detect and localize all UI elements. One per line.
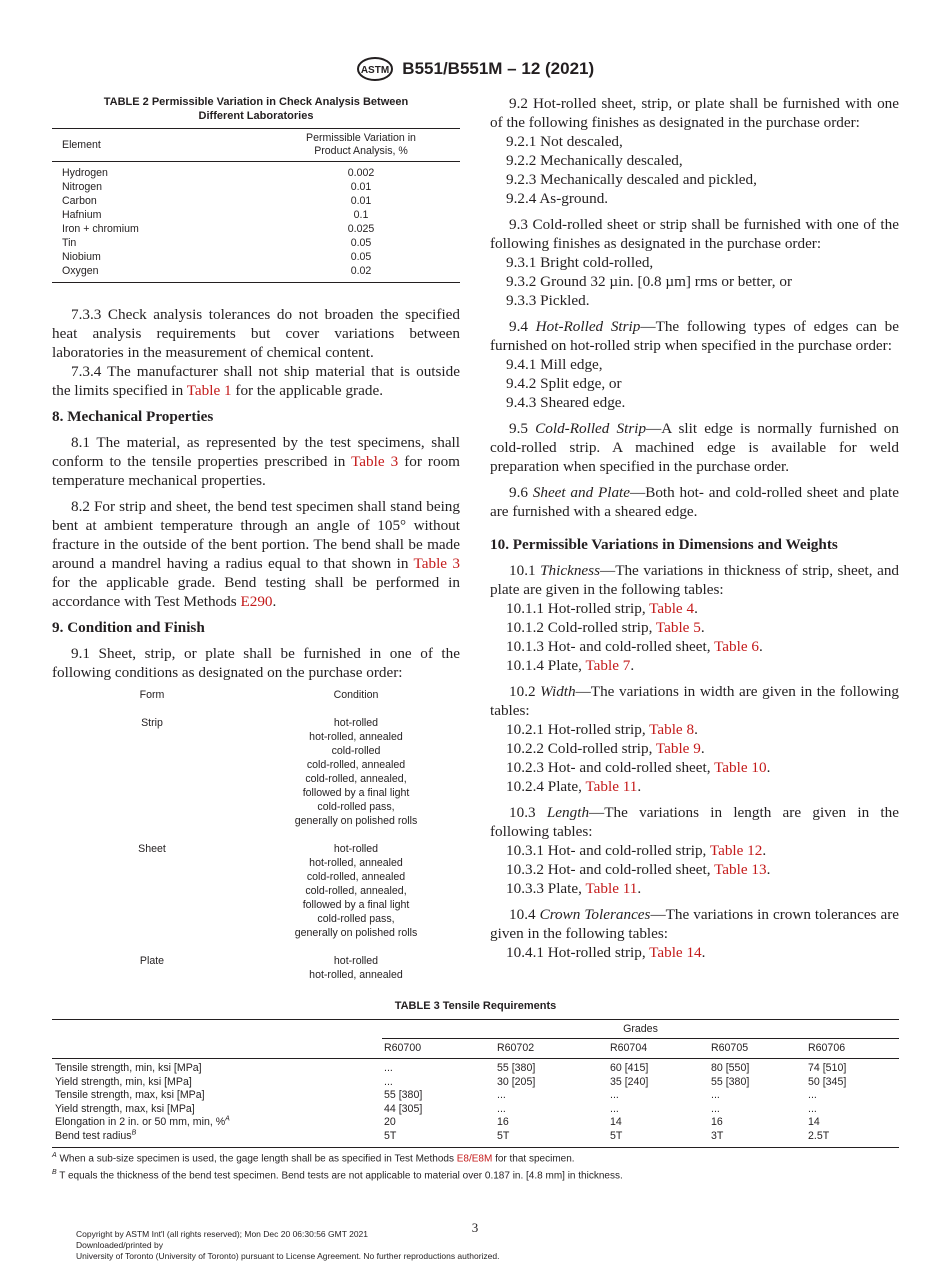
value-cell: ...: [808, 1089, 817, 1102]
value-cell: 16: [711, 1116, 723, 1129]
condition-line: cold-rolled pass,: [317, 801, 395, 813]
element-cell: Oxygen: [62, 265, 99, 277]
para-7-3-4: [52, 362, 460, 400]
value-cell: 55 [380]: [711, 1075, 750, 1088]
note-b-marker: B: [52, 1169, 57, 1177]
period: .: [694, 600, 698, 617]
table2-col-element: Element: [62, 139, 101, 151]
condition-col-condition: Condition: [333, 689, 379, 701]
variation-cell: 0.02: [350, 265, 372, 277]
form-cell: Sheet: [138, 843, 166, 855]
condition-line: cold-rolled, annealed,: [305, 885, 407, 897]
footer-line1: Copyright by ASTM Int'l (all rights reserved); Mon Dec 20 06:30:56 GMT 2021: [76, 1229, 369, 1239]
condition-line: hot-rolled: [333, 843, 379, 855]
value-cell: ...: [711, 1102, 720, 1115]
para-8-1-end: for room temperature mechanical properties.: [52, 453, 460, 489]
para-10-1-3: [490, 637, 899, 656]
para-10-1-4: [490, 656, 899, 675]
para-9-6-text: —Both hot- and cold-rolled sheet and plate are furnished with a sheared edge.: [490, 484, 899, 520]
para-10-2-text: —The variations in width are given in the following tables:: [490, 683, 899, 719]
period: .: [766, 861, 771, 878]
value-cell: ...: [497, 1102, 506, 1115]
para-9-4-3: 9.4.3 Sheared edge.: [506, 394, 626, 411]
property-label: Elongation in 2 in. or 50 mm, min, %: [55, 1116, 226, 1129]
para-10-4-num: 10.4: [509, 906, 540, 923]
para-9-6: [490, 483, 899, 521]
link-table-9[interactable]: Table 9: [655, 740, 701, 757]
para-9-4-title: Hot-Rolled Strip: [535, 318, 641, 335]
condition-col-form: Form: [139, 689, 165, 701]
condition-line: cold-rolled, annealed,: [305, 773, 407, 785]
table3-note-b: [52, 1166, 899, 1183]
para-9-2-4: 9.2.4 As-ground.: [506, 190, 609, 207]
link-table-5[interactable]: Table 5: [655, 619, 701, 636]
period: .: [759, 638, 763, 655]
para-10-3-2: [490, 860, 899, 879]
table-row: [52, 1076, 899, 1090]
heading-8: 8. Mechanical Properties: [52, 408, 214, 425]
table-row: [52, 180, 460, 194]
para-10-1-title: Thickness: [540, 562, 600, 579]
table3-body: [52, 1059, 899, 1148]
link-table-1[interactable]: Table 1: [186, 382, 232, 399]
note-a-marker: A: [52, 1152, 57, 1159]
para-10-2-1: [490, 720, 899, 739]
property-label: Yield strength, min, ksi [MPa]: [55, 1075, 192, 1088]
condition-line: cold-rolled pass,: [317, 913, 395, 925]
value-cell: 14: [610, 1116, 622, 1129]
table3-grades-label: Grades: [382, 1020, 899, 1039]
condition-line: hot-rolled, annealed: [309, 731, 403, 743]
para-7-3-3: 7.3.3 Check analysis tolerances do not broaden the specified heat analysis requirements but cover variations between laboratories in the measurement of chemical content.: [52, 306, 460, 361]
left-column: [52, 305, 460, 682]
page-header: [0, 56, 950, 82]
link-table-3[interactable]: Table 3: [351, 453, 399, 470]
link-e290[interactable]: E290: [240, 593, 273, 610]
value-cell: 3T: [711, 1129, 724, 1142]
variation-cell: 0.1: [353, 209, 369, 221]
condition-cell: [252, 716, 460, 828]
para-9-4-1: 9.4.1 Mill edge,: [506, 356, 603, 373]
value-cell: 5T: [384, 1129, 397, 1142]
para-9-4-text: —The following types of edges can be furnished on hot-rolled strip when specified in the purchase order:: [490, 318, 899, 354]
value-cell: 20: [384, 1116, 396, 1129]
period: .: [637, 778, 642, 795]
value-cell: 35 [240]: [610, 1075, 649, 1088]
para-9-2-1: 9.2.1 Not descaled,: [506, 133, 623, 150]
property-label: Tensile strength, max, ksi [MPa]: [55, 1089, 205, 1102]
para-10-2-2-text: 10.2.2 Cold-rolled strip,: [506, 740, 656, 757]
link-table-3-b[interactable]: Table 3: [413, 555, 460, 572]
element-cell: Iron + chromium: [62, 223, 139, 235]
para-10-2-3-text: 10.2.3 Hot- and cold-rolled sheet,: [506, 759, 715, 776]
para-10-3-text: —The variations in length are given in the following tables:: [490, 804, 899, 840]
condition-line: generally on polished rolls: [294, 815, 418, 827]
link-table-13[interactable]: Table 13: [714, 861, 767, 878]
para-9-2-3: 9.2.3 Mechanically descaled and pickled,: [506, 171, 757, 188]
footnote-marker: B: [131, 1129, 137, 1137]
table2-col-variation-line2: Product Analysis, %: [314, 145, 408, 157]
table-row: [52, 264, 460, 278]
para-9-5: [490, 419, 899, 476]
astm-logo: [356, 56, 394, 82]
value-cell: ...: [384, 1062, 393, 1074]
link-table-11-b[interactable]: Table 11: [585, 880, 638, 897]
grade-header: R60700: [384, 1042, 422, 1054]
footnote-marker: A: [225, 1115, 230, 1123]
para-10-4-1-text: 10.4.1 Hot-rolled strip,: [506, 944, 650, 961]
standard-designation: B551/B551M – 12 (2021): [402, 59, 595, 78]
para-7-3-4-text: 7.3.4 The manufacturer shall not ship material that is outside the limits specified in: [52, 363, 460, 399]
para-9-2-2: 9.2.2 Mechanically descaled,: [506, 152, 683, 169]
value-cell: ...: [808, 1102, 817, 1115]
logo-text: ASTM: [360, 65, 390, 76]
value-cell: 2.5T: [808, 1129, 830, 1142]
para-10-4-text: —The variations in crown tolerances are given in the following tables:: [490, 906, 900, 942]
para-10-3-3: [490, 879, 899, 898]
para-9-3-1: 9.3.1 Bright cold-rolled,: [506, 254, 654, 271]
link-table-4[interactable]: Table 4: [649, 600, 695, 617]
table3-notes: [52, 1149, 899, 1184]
para-8-2-end: .: [272, 593, 277, 610]
value-cell: ...: [497, 1089, 506, 1102]
condition-table-header: [52, 688, 460, 702]
para-9-5-text: —A slit edge is normally furnished on cold-rolled strip. A machined edge is available for weld preparation when specified in the purchase order.: [490, 420, 899, 475]
element-cell: Niobium: [62, 251, 101, 263]
form-cell: Plate: [139, 955, 165, 967]
property-cell: [52, 1116, 384, 1130]
para-8-1-text: 8.1 The material, as represented by the test specimens, shall conform to the tensile properties prescribed in: [52, 434, 460, 470]
table-row: [52, 1062, 899, 1076]
para-9-1: 9.1 Sheet, strip, or plate shall be furnished in one of the following conditions as designated on the purchase order:: [52, 645, 460, 681]
condition-line: hot-rolled: [333, 955, 379, 967]
para-10-3-1-text: 10.3.1 Hot- and cold-rolled strip,: [506, 842, 710, 859]
element-cell: Nitrogen: [62, 181, 103, 193]
para-10-4-title: Crown Tolerances: [539, 906, 651, 923]
property-cell: [52, 1130, 384, 1144]
footer: [76, 1229, 500, 1262]
value-cell: 44 [305]: [384, 1102, 423, 1115]
para-9-4-num: 9.4: [509, 318, 536, 335]
para-10-2-2: [490, 739, 899, 758]
period: .: [762, 842, 767, 859]
property-label: Bend test radius: [55, 1129, 132, 1142]
para-10-2-4: [490, 777, 899, 796]
variation-cell: 0.05: [350, 237, 372, 249]
page-number: 3: [471, 1220, 479, 1235]
value-cell: 16: [497, 1116, 509, 1129]
condition-line: followed by a final light: [302, 787, 410, 799]
link-table-6[interactable]: Table 6: [714, 638, 759, 655]
para-10-2-1-text: 10.2.1 Hot-rolled strip,: [506, 721, 650, 738]
value-cell: 30 [205]: [497, 1075, 536, 1088]
condition-group: [52, 842, 460, 940]
condition-line: generally on polished rolls: [294, 927, 418, 939]
para-10-3-1: [490, 841, 899, 860]
value-cell: 5T: [497, 1129, 510, 1142]
table2: [52, 128, 460, 283]
para-8-2-text: 8.2 For strip and sheet, the bend test specimen shall stand being bent at ambient temperature through an angle of 105° without fracture in the outside of the bent portion. The bend shall be made around a mandrel having a radius equal to that shown in: [52, 498, 460, 572]
table-row: [52, 222, 460, 236]
table-row: [52, 1130, 899, 1144]
para-9-3-3: 9.3.3 Pickled.: [506, 292, 590, 309]
note-a-text: When a sub-size specimen is used, the gage length shall be as specified in Test Methods: [56, 1153, 457, 1165]
para-10-1-2: [490, 618, 899, 637]
table-row: [52, 1089, 899, 1103]
para-10-3-title: Length: [546, 804, 590, 821]
value-cell: ...: [384, 1075, 393, 1088]
condition-line: cold-rolled: [331, 745, 381, 757]
link-table-14[interactable]: Table 14: [649, 944, 702, 961]
table2-caption-line2: Different Laboratories: [198, 110, 314, 122]
form-cell: Strip: [141, 717, 163, 729]
para-10-1-2-text: 10.1.2 Cold-rolled strip,: [506, 619, 656, 636]
value-cell: 60 [415]: [610, 1062, 649, 1074]
table2-caption: [52, 95, 460, 123]
para-9-3: 9.3 Cold-rolled sheet or strip shall be furnished with one of the following finishes as designated in the purchase order:: [490, 216, 899, 252]
para-10-4: [490, 905, 899, 943]
link-table-8[interactable]: Table 8: [649, 721, 695, 738]
period: .: [637, 880, 642, 897]
condition-cell: [252, 842, 460, 940]
period: .: [694, 721, 698, 738]
element-cell: Tin: [62, 237, 77, 249]
para-9-5-title: Cold-Rolled Strip: [535, 420, 647, 437]
table2-col-variation: [262, 132, 460, 158]
para-9-6-num: 9.6: [509, 484, 533, 501]
period: .: [700, 619, 705, 636]
para-10-2: [490, 682, 899, 720]
para-10-3-3-text: 10.3.3 Plate,: [506, 880, 586, 897]
para-8-1: [52, 433, 460, 490]
footer-line2: Downloaded/printed by: [76, 1240, 163, 1250]
property-label: Yield strength, max, ksi [MPa]: [55, 1102, 195, 1115]
condition-cell: [252, 954, 460, 982]
para-10-1-4-text: 10.1.4 Plate,: [506, 657, 586, 674]
property-cell: [52, 1076, 384, 1090]
element-cell: Hydrogen: [62, 167, 108, 179]
para-10-1-num: 10.1: [509, 562, 541, 579]
variation-cell: 0.01: [350, 181, 372, 193]
table2-header: [52, 129, 460, 162]
table-row: [52, 1116, 899, 1130]
value-cell: 5T: [610, 1129, 623, 1142]
para-9-5-num: 9.5: [509, 420, 536, 437]
condition-table: [52, 688, 460, 982]
para-10-1: [490, 561, 899, 599]
table3-grades-row: [52, 1020, 899, 1039]
para-9-2: 9.2 Hot-rolled sheet, strip, or plate shall be furnished with one of the following finishes as designated in the purchase order:: [490, 95, 899, 131]
table-row: [52, 166, 460, 180]
link-e8-e8m[interactable]: E8/E8M: [456, 1153, 493, 1165]
para-10-1-1-text: 10.1.1 Hot-rolled strip,: [506, 600, 650, 617]
property-cell: [52, 1062, 384, 1076]
variation-cell: 0.025: [347, 223, 375, 235]
value-cell: 74 [510]: [808, 1062, 847, 1074]
period: .: [700, 740, 705, 757]
condition-line: followed by a final light: [302, 899, 410, 911]
para-10-2-3: [490, 758, 899, 777]
para-10-3-num: 10.3: [509, 804, 547, 821]
note-a-end: for that specimen.: [492, 1153, 575, 1165]
table-row: [52, 194, 460, 208]
table3: [52, 1019, 899, 1148]
condition-group: [52, 954, 460, 982]
grade-header: R60702: [497, 1042, 535, 1054]
variation-cell: 0.01: [350, 195, 372, 207]
condition-line: hot-rolled: [333, 717, 379, 729]
condition-line: cold-rolled, annealed: [306, 871, 406, 883]
value-cell: 80 [550]: [711, 1062, 750, 1074]
para-10-4-1: [490, 943, 899, 962]
table-row: [52, 250, 460, 264]
grade-header: R60705: [711, 1042, 749, 1054]
value-cell: 14: [808, 1116, 820, 1129]
link-table-11[interactable]: Table 11: [585, 778, 638, 795]
para-10-1-1: [490, 599, 899, 618]
element-cell: Hafnium: [62, 209, 102, 221]
para-9-6-title: Sheet and Plate: [532, 484, 630, 501]
property-label: Tensile strength, min, ksi [MPa]: [55, 1062, 202, 1074]
period: .: [701, 944, 706, 961]
value-cell: 55 [380]: [384, 1089, 423, 1102]
table3-caption: TABLE 3 Tensile Requirements: [394, 1000, 557, 1012]
property-cell: [52, 1103, 384, 1117]
property-cell: [52, 1089, 384, 1103]
value-cell: ...: [610, 1089, 619, 1102]
table-row: [52, 1103, 899, 1117]
table2-col-variation-line1: Permissible Variation in: [306, 132, 416, 144]
condition-line: hot-rolled, annealed: [309, 857, 403, 869]
para-9-3-2: 9.3.2 Ground 32 µin. [0.8 µm] rms or better, or: [506, 273, 793, 290]
right-column: [490, 94, 899, 962]
para-8-2: [52, 497, 460, 611]
table3-note-a: [52, 1149, 899, 1166]
para-10-3: [490, 803, 899, 841]
para-10-1-3-text: 10.1.3 Hot- and cold-rolled sheet,: [506, 638, 715, 655]
para-10-3-2-text: 10.3.2 Hot- and cold-rolled sheet,: [506, 861, 715, 878]
grade-header: R60706: [808, 1042, 846, 1054]
value-cell: ...: [711, 1089, 720, 1102]
heading-10: 10. Permissible Variations in Dimensions and Weights: [490, 536, 838, 553]
value-cell: ...: [610, 1102, 619, 1115]
condition-line: hot-rolled, annealed: [309, 969, 403, 981]
condition-group: [52, 716, 460, 828]
para-9-4: [490, 317, 899, 355]
para-10-1-text: —The variations in thickness of strip, sheet, and plate are given in the following tables:: [490, 562, 900, 598]
table3-header: [52, 1039, 899, 1059]
variation-cell: 0.002: [347, 167, 375, 179]
heading-9: 9. Condition and Finish: [52, 619, 205, 636]
note-b-text: T equals the thickness of the bend test specimen. Bend tests are not applicable to material over 0.187 in. [4.8 mm] in thickness.: [56, 1170, 623, 1182]
footer-line3: University of Toronto (University of Toronto) pursuant to License Agreement. No further reproductions authorized.: [76, 1251, 500, 1261]
condition-line: cold-rolled, annealed: [306, 759, 406, 771]
table-row: [52, 236, 460, 250]
para-10-2-title: Width: [540, 683, 576, 700]
period: .: [766, 759, 771, 776]
para-8-2-mid: for the applicable grade. Bend testing shall be performed in accordance with Test Methods: [52, 574, 460, 610]
para-7-3-4-end: for the applicable grade.: [231, 382, 383, 399]
element-cell: Carbon: [62, 195, 97, 207]
para-10-2-num: 10.2: [509, 683, 541, 700]
value-cell: 55 [380]: [497, 1062, 536, 1074]
link-table-7[interactable]: Table 7: [585, 657, 631, 674]
link-table-12[interactable]: Table 12: [709, 842, 763, 859]
variation-cell: 0.05: [350, 251, 372, 263]
period: .: [630, 657, 635, 674]
table2-caption-line1: TABLE 2 Permissible Variation in Check Analysis Between: [103, 96, 409, 108]
link-table-10[interactable]: Table 10: [714, 759, 767, 776]
table2-body: [52, 162, 460, 283]
para-10-2-4-text: 10.2.4 Plate,: [506, 778, 586, 795]
para-9-4-2: 9.4.2 Split edge, or: [506, 375, 622, 392]
table-row: [52, 208, 460, 222]
value-cell: 50 [345]: [808, 1075, 847, 1088]
condition-table-body: [52, 716, 460, 982]
grade-header: R60704: [610, 1042, 648, 1054]
